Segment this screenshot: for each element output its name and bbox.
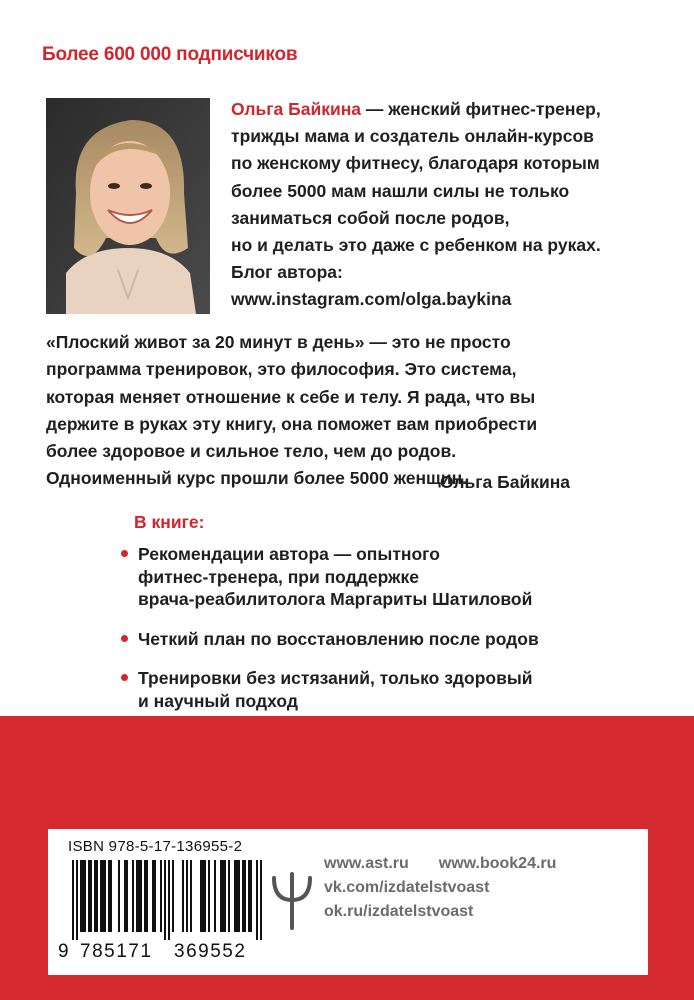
barcode-bar [90,860,92,932]
barcode-bar [154,860,156,932]
barcode-bar [108,860,110,932]
list-item-line: врача-реабилитолога Маргариты Шатиловой [138,589,533,609]
in-book-list [121,543,641,729]
author-photo [46,98,210,314]
author-name: Ольга Байкина [231,99,362,119]
barcode-bar [244,860,246,932]
barcode-bar [118,860,120,932]
list-item-line: и научный подход [138,690,298,711]
list-item-line: Тренировки без истязаний, только здоровый [138,668,533,688]
barcode-bar [250,860,252,932]
bio-line: — женский фитнес-тренер, [361,99,601,119]
barcode-bar [104,860,106,932]
list-item [121,543,641,611]
barcode-bar [110,860,112,932]
quote-line: более здоровое и сильное тело, чем до родов. [46,441,457,462]
list-item-line: Четкий план по восстановлению после родов [138,628,539,649]
barcode-bar [160,860,162,932]
barcode-bar [144,860,146,932]
quote-line: держите в руках эту книгу, она поможет вам приобрести [46,413,538,434]
author-bio [231,96,671,314]
barcode-bar [242,860,244,932]
barcode-bar [88,860,90,932]
ok-link[interactable]: ok.ru/izdatelstvoast [324,903,474,920]
isbn-text: ISBN 978-5-17-136955-2 [68,838,243,855]
ean-left-group: 785171 [80,941,153,962]
bio-line: по женскому фитнесу, благодаря которым [231,153,600,174]
barcode-bar [132,860,134,932]
barcode-bar [248,860,250,932]
list-item [121,628,641,651]
barcode-bar [94,860,96,932]
barcode-bar [76,860,78,940]
barcode-bar [222,860,224,932]
barcode-bar [220,860,222,932]
site-link-book24[interactable]: www.book24.ru [438,855,557,872]
barcode-bar [214,860,216,932]
vk-link[interactable]: vk.com/izdatelstvoast [324,879,490,896]
barcode-bar [228,860,230,932]
headline-subscribers: Более 600 000 подписчиков [42,44,298,65]
barcode-bar [190,860,192,932]
quote-line: программа тренировок, это философия. Это система, [46,359,517,380]
barcode-bar [126,860,128,932]
barcode-bar [140,860,142,932]
barcode-bar [72,860,74,940]
ean-right-group: 369552 [174,941,247,962]
barcode-bar [204,860,206,932]
barcode-bar [256,860,258,940]
bio-line: но и делать это даже с ребенком на руках. [231,235,601,256]
site-link-ast[interactable]: www.ast.ru [324,855,409,872]
barcode-bar [172,860,174,932]
quote-signature: Ольга Байкина [440,472,571,492]
barcode-bar [186,860,188,932]
psi-logo-icon [270,872,314,930]
barcode-bar [146,860,148,932]
barcode-bar [136,860,138,932]
bio-line: более 5000 мам нашли силы не только [231,180,570,201]
quote-line: Одноименный курс прошли более 5000 женщин. [46,468,468,489]
bio-line: заниматься собой после родов, [231,207,510,228]
barcode-bar [234,860,236,932]
barcode-bar [202,860,204,932]
barcode-bar [124,860,126,932]
barcode-bar [224,860,226,932]
publisher-links [324,852,556,924]
blog-label: Блог автора: [231,262,343,283]
barcode-bar [100,860,102,932]
barcode-bar [168,860,170,940]
barcode-bar [96,860,98,932]
author-quote [46,329,646,493]
barcode-bar [200,860,202,932]
barcode-bar [164,860,166,940]
list-item-line: Рекомендации автора — опытного [138,544,440,564]
bullet-dot-icon [121,635,128,642]
barcode [58,860,268,940]
barcode-bar [102,860,104,932]
ean-first-digit: 9 [58,941,69,962]
barcode-bar [238,860,240,932]
blog-link[interactable]: www.instagram.com/olga.baykina [231,289,512,310]
barcode-bar [80,860,82,932]
barcode-bar [84,860,86,932]
quote-line: которая меняет отношение к себе и телу. Я рада, что вы [46,386,536,407]
barcode-bar [138,860,140,932]
list-item [121,667,641,712]
barcode-bar [182,860,184,932]
barcode-bar [152,860,154,932]
bullet-dot-icon [121,674,128,681]
bullet-dot-icon [121,550,128,557]
barcode-bar [260,860,262,940]
bio-line: трижды мама и создатель онлайн-курсов [231,126,594,147]
in-book-heading: В книге: [134,512,205,532]
barcode-bar [82,860,84,932]
barcode-bar [208,860,210,932]
barcode-bar [236,860,238,932]
quote-line: «Плоский живот за 20 минут в день» — это не просто [46,332,511,352]
list-item-line: фитнес-тренера, при поддержке [138,566,419,587]
